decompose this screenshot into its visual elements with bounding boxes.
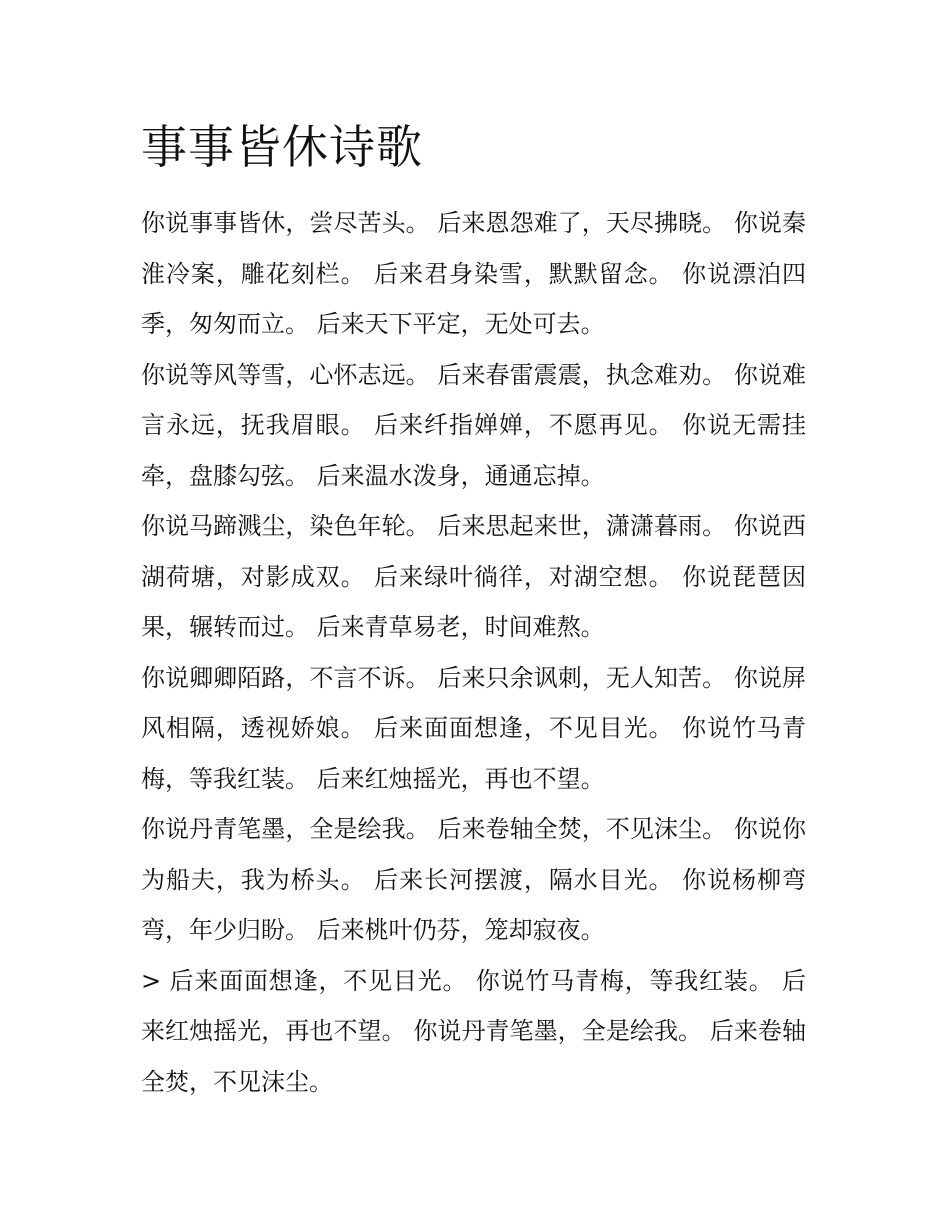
quoted-paragraph: > 后来面面想逢，不见目光。 你说竹马青梅，等我红装。 后来红烛摇光，再也不望。 你说丹青笔墨，全是绘我。 后来卷轴全焚，不见沫尘。: [141, 966, 806, 1096]
poem-paragraph-1: 你说事事皆休，尝尽苦头。 后来恩怨难了，天尽拂晓。 你说秦淮冷案，雕花刻栏。 后来君身染雪，默默留念。 你说漂泊四季，匆匆而立。 后来天下平定，无处可去。: [141, 209, 806, 338]
poem-paragraph-5: 你说丹青笔墨，全是绘我。 后来卷轴全焚，不见沫尘。 你说你为船夫，我为桥头。 后来长河摆渡，隔水目光。 你说杨柳弯弯，年少归盼。 后来桃叶仍芬，笼却寂夜。: [141, 815, 806, 944]
document-page: [141, 112, 806, 1107]
poem-paragraph-2: 你说等风等雪，心怀志远。 后来春雷震震，执念难劝。 你说难言永远，抚我眉眼。 后来纤指婵婵，不愿再见。 你说无需挂牵，盘膝勾弦。 后来温水泼身，通通忘掉。: [141, 360, 806, 490]
document-title: 事事皆休诗歌: [141, 120, 423, 174]
poem-paragraph-4: 你说卿卿陌路，不言不诉。 后来只余讽刺，无人知苦。 你说屏风相隔，透视娇娘。 后来面面想逢，不见目光。 你说竹马青梅，等我红装。 后来红烛摇光，再也不望。: [141, 663, 806, 793]
poem-paragraph-3: 你说马蹄溅尘，染色年轮。 后来思起来世，潇潇暮雨。 你说西湖荷塘，对影成双。 后来绿叶徜徉，对湖空想。 你说琵琶因果，辗转而过。 后来青草易老，时间难熬。: [141, 512, 806, 641]
